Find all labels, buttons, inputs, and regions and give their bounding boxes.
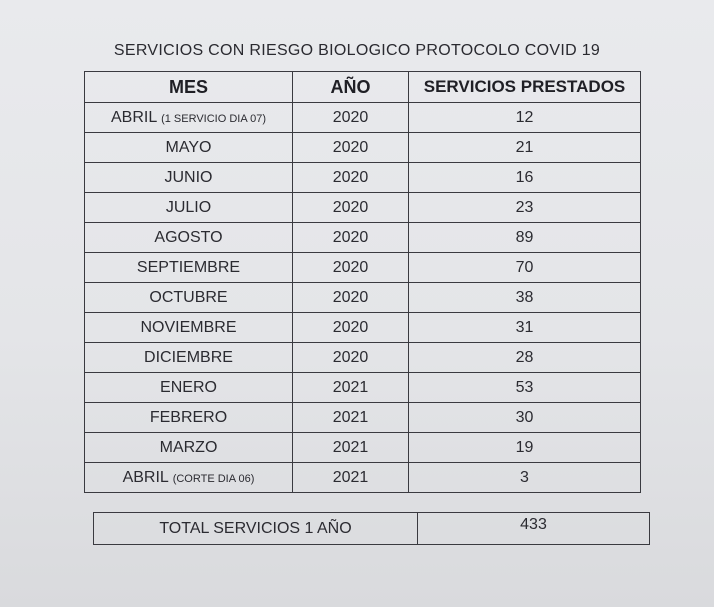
cell-anio: 2020 <box>293 133 409 163</box>
cell-anio: 2021 <box>293 373 409 403</box>
cell-mes: JUNIO <box>85 163 293 193</box>
cell-servicios: 23 <box>409 193 641 223</box>
cell-anio: 2020 <box>293 283 409 313</box>
table-header-row <box>85 72 641 103</box>
cell-anio: 2021 <box>293 403 409 433</box>
table-row <box>85 133 641 163</box>
cell-mes: FEBRERO <box>85 403 293 433</box>
month-name: ABRIL <box>110 108 157 126</box>
table-row <box>85 373 641 403</box>
table-row <box>85 343 641 373</box>
cell-mes <box>85 103 293 133</box>
total-value: 433 <box>418 513 650 545</box>
table-row <box>85 433 641 463</box>
cell-anio: 2020 <box>293 343 409 373</box>
services-table <box>84 71 641 493</box>
column-header-servicios: SERVICIOS PRESTADOS <box>409 72 641 103</box>
cell-servicios: 30 <box>409 403 641 433</box>
cell-mes: OCTUBRE <box>85 283 293 313</box>
cell-servicios: 38 <box>409 283 641 313</box>
cell-mes: JULIO <box>85 193 293 223</box>
total-table <box>93 512 650 545</box>
table-row <box>85 253 641 283</box>
total-label: TOTAL SERVICIOS 1 AÑO <box>94 513 418 545</box>
cell-servicios: 70 <box>409 253 641 283</box>
table-row <box>85 193 641 223</box>
cell-servicios: 28 <box>409 343 641 373</box>
table-row <box>85 313 641 343</box>
column-header-mes: MES <box>85 72 293 103</box>
cell-servicios: 3 <box>409 463 641 493</box>
month-name: ABRIL <box>122 468 169 486</box>
cell-servicios: 53 <box>409 373 641 403</box>
cell-mes: DICIEMBRE <box>85 343 293 373</box>
document-title: SERVICIOS CON RIESGO BIOLOGICO PROTOCOLO COVID 19 <box>113 42 601 59</box>
cell-mes: NOVIEMBRE <box>85 313 293 343</box>
table-row <box>85 283 641 313</box>
cell-mes: MAYO <box>85 133 293 163</box>
cell-servicios: 89 <box>409 223 641 253</box>
cell-anio: 2020 <box>293 313 409 343</box>
table-row <box>85 103 641 133</box>
cell-servicios: 21 <box>409 133 641 163</box>
cell-anio: 2020 <box>293 253 409 283</box>
cell-anio: 2020 <box>293 193 409 223</box>
cell-mes: ENERO <box>85 373 293 403</box>
table-row <box>85 463 641 493</box>
cell-anio: 2020 <box>293 223 409 253</box>
cell-servicios: 16 <box>409 163 641 193</box>
table-row <box>85 403 641 433</box>
cell-servicios: 12 <box>409 103 641 133</box>
table-row <box>85 163 641 193</box>
month-note: (CORTE DIA 06) <box>172 472 255 485</box>
table-row <box>85 223 641 253</box>
cell-mes <box>85 463 293 493</box>
table-body <box>85 103 641 493</box>
cell-servicios: 19 <box>409 433 641 463</box>
cell-mes: AGOSTO <box>85 223 293 253</box>
cell-anio: 2021 <box>293 433 409 463</box>
cell-mes: MARZO <box>85 433 293 463</box>
column-header-anio: AÑO <box>293 72 409 103</box>
month-note: (1 SERVICIO DIA 07) <box>161 112 267 125</box>
total-row <box>94 513 650 545</box>
cell-anio: 2021 <box>293 463 409 493</box>
cell-anio: 2020 <box>293 103 409 133</box>
cell-servicios: 31 <box>409 313 641 343</box>
cell-anio: 2020 <box>293 163 409 193</box>
cell-mes: SEPTIEMBRE <box>85 253 293 283</box>
